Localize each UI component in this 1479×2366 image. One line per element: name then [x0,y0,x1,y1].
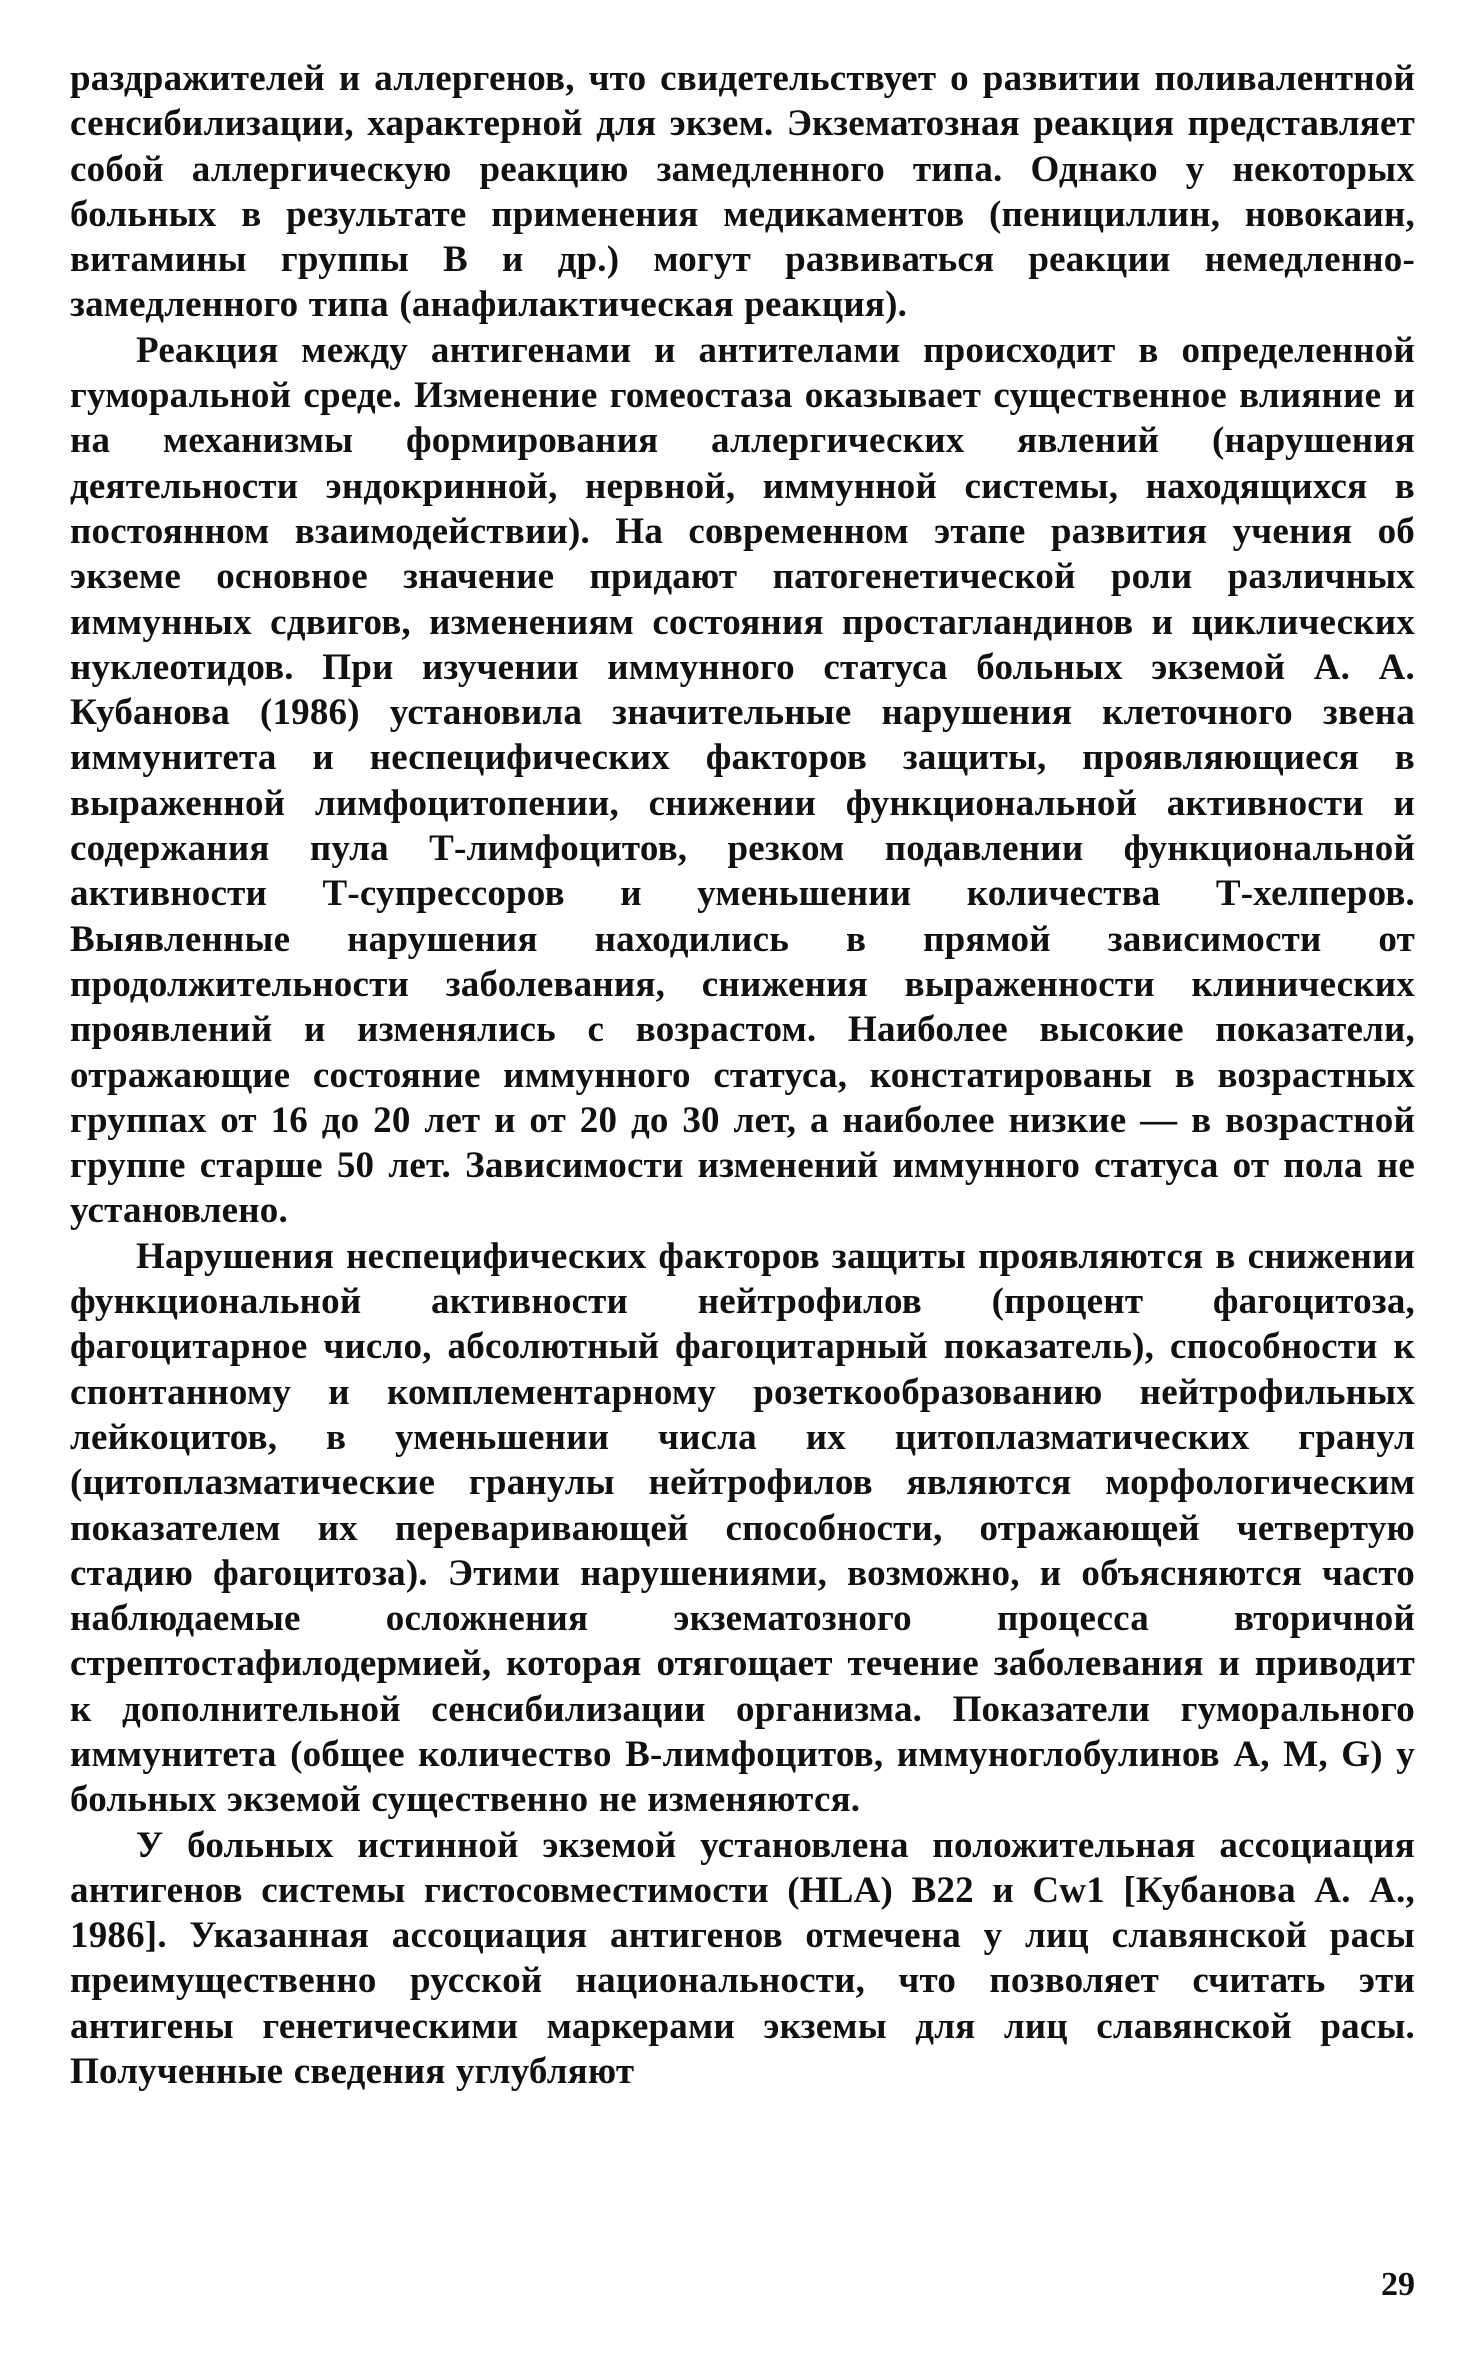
paragraph-nonspecific-factors: Нарушения неспецифических факторов защиты проявляются в снижении функциональной активности нейтрофилов (процент фагоцитоза, фагоцитарное число, абсолютный фагоцитарный показатель), способности к спонтанному и комплементарному розеткообразованию нейтрофильных лейкоцитов, в уменьшении числа их цитоплазматических гранул (цитоплазматические гранулы нейтрофилов являются морфологическим показателем их переваривающей способности, отражающей четвертую стадию фагоцитоза). Этими нарушениями, возможно, и объясняются часто наблюдаемые осложнения экзематозного процесса вторичной стрептостафилодермией, которая отягощает течение заболевания и приводит к дополнительной сенсибилизации организма. Показатели гуморального иммунитета (общее количество В-лимфоцитов, иммуноглобулинов А, М, G) у больных экземой существенно не изменяются. [70,1235,1415,1821]
body-text [70,56,1415,2094]
page-number: 29 [1381,2266,1415,2303]
paragraph-continuation: раздражителей и аллергенов, что свидетельствует о развитии поливалентной сенсибилизации, характерной для экзем. Экзематозная реакция представляет собой аллергическую реакцию замедленного типа. Однако у некоторых больных в результате применения медикаментов (пенициллин, новокаин, витамины группы В и др.) могут развиваться реакции немедленно-замедленного типа (анафилактическая реакция). [70,58,1415,326]
paragraph-antigen-reaction: Реакция между антигенами и антителами происходит в определенной гуморальной среде. Изменение гомеостаза оказывает существенное влияние и на механизмы формирования аллергических явлений (нарушения деятельности эндокринной, нервной, иммунной системы, находящихся в постоянном взаимодействии). На современном этапе развития учения об экземе основное значение придают патогенетической роли различных иммунных сдвигов, изменениям состояния простагландинов и циклических нуклеотидов. При изучении иммунного статуса больных экземой А. А. Кубанова (1986) установила значительные нарушения клеточного звена иммунитета и неспецифических факторов защиты, проявляющиеся в выраженной лимфоцитопении, снижении функциональной активности и содержания пула Т-лимфоцитов, резком подавлении функциональной активности Т-супрессоров и уменьшении количества Т-хелперов. Выявленные нарушения находились в прямой зависимости от продолжительности заболевания, снижения выраженности клинических проявлений и изменялись с возрастом. Наиболее высокие показатели, отражающие состояние иммунного статуса, констатированы в возрастных группах от 16 до 20 лет и от 20 до 30 лет, а наиболее низкие — в возрастной группе старше 50 лет. Зависимости изменений иммунного статуса от пола не установлено. [70,329,1415,1232]
paragraph-hla-association: У больных истинной экземой установлена положительная ассоциация антигенов системы гистосовместимости (HLA) В22 и Cw1 [Кубанова А. А., 1986]. Указанная ассоциация антигенов отмечена у лиц славянской расы преимущественно русской национальности, что позволяет считать эти антигены генетическими маркерами экземы для лиц славянской расы. Полученные сведения углубляют [70,1824,1415,2093]
